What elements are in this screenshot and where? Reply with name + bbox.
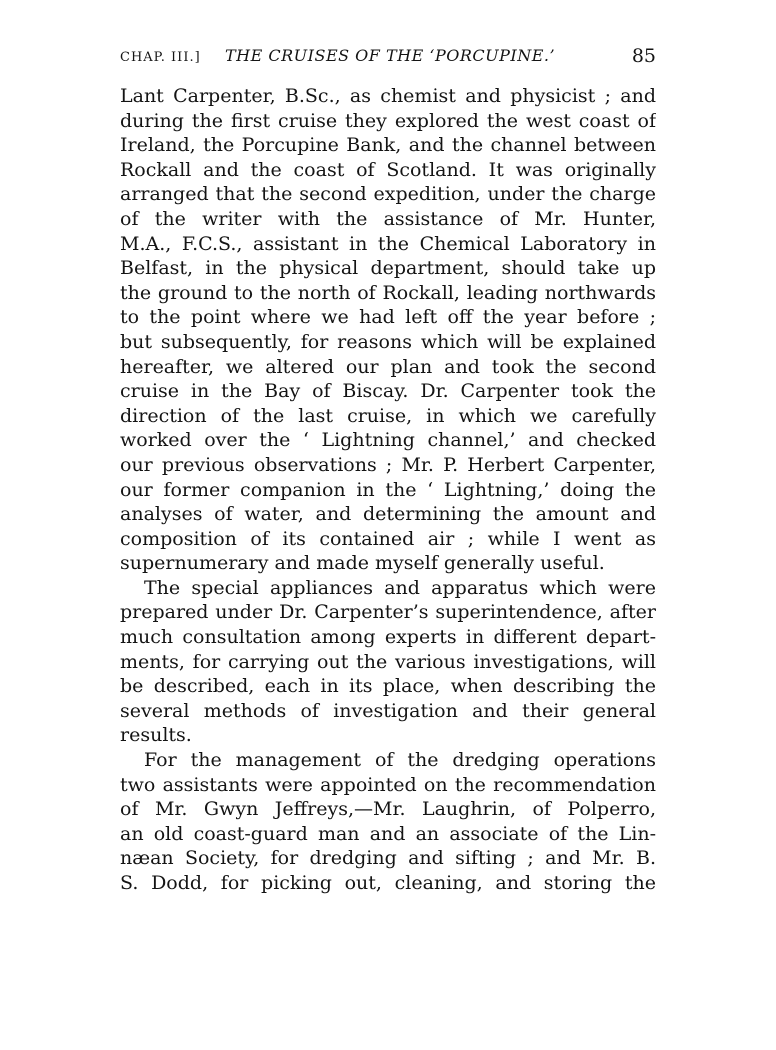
text-line: during the first cruise they explored the west coast of [120,109,656,132]
text-line: composition of its contained air ; while I went as [120,527,656,550]
paragraph-end-line: results. [120,724,192,747]
text-line: to the point where we had left off the year before ; [120,306,656,329]
text-line: Belfast, in the physical department, should take up [120,257,656,280]
text-line: M.A., F.C.S., assistant in the Chemical Laboratory in [120,232,656,255]
running-header [120,42,656,74]
text-line: næan Society, for dredging and sifting ; and Mr. B. [120,847,656,870]
text-line: Ireland, the Porcupine Bank, and the channel between [120,134,656,157]
text-line: two assistants were appointed on the recommendation [120,773,656,796]
text-line: S. Dodd, for picking out, cleaning, and storing the [120,872,656,894]
paragraph-end-line: supernumerary and made myself generally useful. [120,552,605,575]
text-line: worked over the ‘ Lightning channel,’ and checked [120,429,656,452]
running-title: THE CRUISES OF THE ‘PORCUPINE.’ [225,46,556,65]
paragraph-start-line: The special appliances and apparatus which were [144,576,656,599]
text-line: of Mr. Gwyn Jeffreys,—Mr. Laughrin, of Polperro, [120,798,656,821]
text-line: of the writer with the assistance of Mr. Hunter, [120,207,656,230]
text-line: our former companion in the ‘ Lightning,’ doing the [120,478,656,501]
text-line: our previous observations ; Mr. P. Herbert Carpenter, [120,453,656,476]
text-line: prepared under Dr. Carpenter’s superintendence, after [120,601,656,624]
text-line: the ground to the north of Rockall, leading northwards [120,281,656,304]
text-line: cruise in the Bay of Biscay. Dr. Carpenter took the [120,380,656,403]
paragraph-start-line: For the management of the dredging operations [144,749,656,772]
body-text [120,84,656,896]
text-line: several methods of investigation and their general [120,699,656,722]
text-line: analyses of water, and determining the amount and [120,503,656,526]
text-line: Rockall and the coast of Scotland. It was originally [120,158,656,181]
text-line: much consultation among experts in different depart- [120,626,656,649]
text-line: ments, for carrying out the various investigations, will [120,650,656,673]
text-line: but subsequently, for reasons which will be explained [120,330,656,353]
text-line: Lant Carpenter, B.Sc., as chemist and physicist ; and [120,85,656,107]
text-line: an old coast-guard man and an associate of the Lin- [120,822,656,845]
text-line: arranged that the second expedition, under the charge [120,183,656,206]
page-number: 85 [631,45,656,67]
text-line: hereafter, we altered our plan and took the second [120,355,656,378]
text-line: direction of the last cruise, in which we carefully [120,404,656,427]
chapter-marker: CHAP. III.] [120,50,201,65]
text-line: be described, each in its place, when describing the [120,675,656,698]
